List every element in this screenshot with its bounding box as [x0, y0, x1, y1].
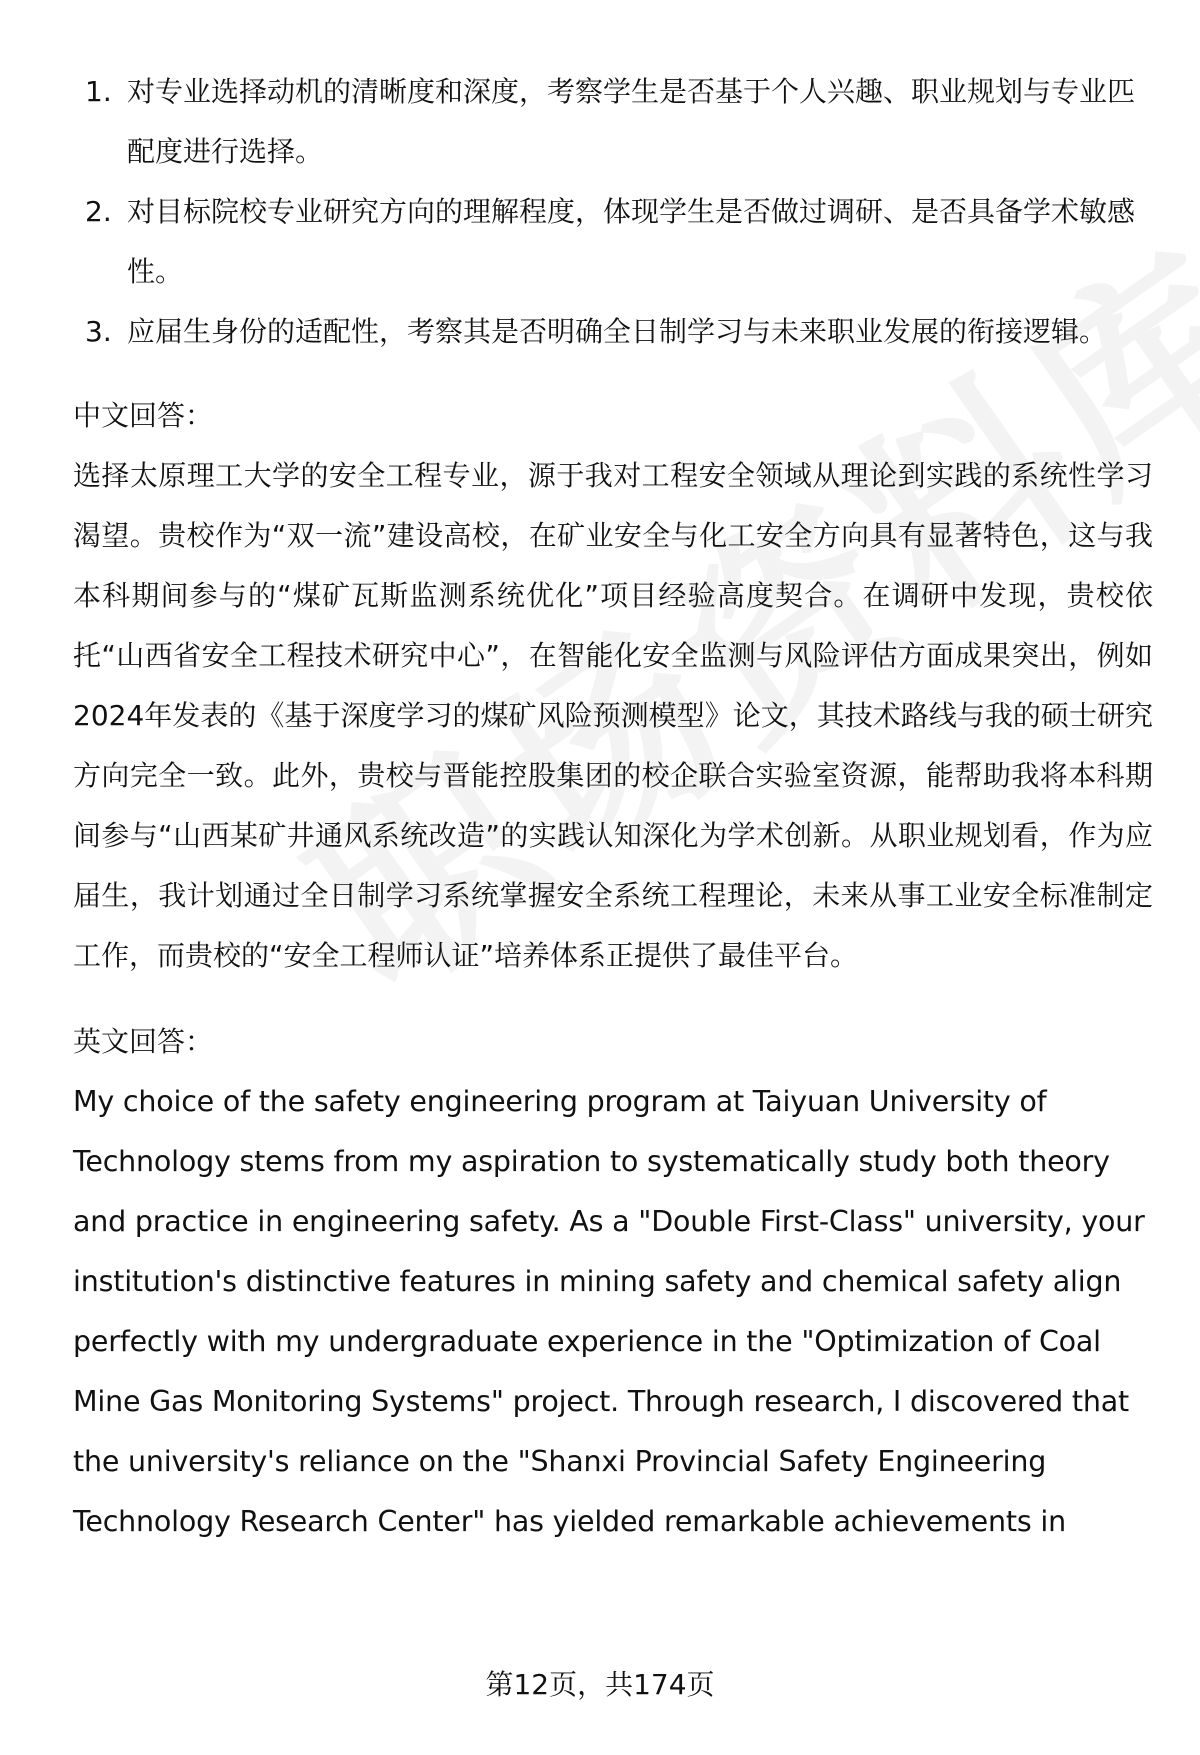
english-answer-heading: 英文回答： [73, 1025, 214, 1058]
english-answer-text: My choice of the safety engineering program at Taiyuan University of Technology stems from my aspiration to systematically study both theory and practice in engineering safety. As a "Double First-Class" university, your institution's distinctive features in mining safety and chemical safety align perfectly with my undergraduate experience in the "Optimization of Coal Mine Gas Monitoring Systems" project. Through research, I discovered that the university's reliance on the "Shanxi Provincial Safety Engineering Technology Research Center" has yielded remarkable achievements in [73, 1085, 1145, 1538]
criteria-text: 应届生身份的适配性，考察其是否明确全日制学习与未来职业发展的衔接逻辑。 [127, 315, 1108, 348]
criteria-number: 2. [85, 195, 112, 228]
page-content [73, 62, 1153, 1552]
criteria-item [73, 302, 1153, 362]
criteria-item [73, 62, 1153, 182]
criteria-text: 对目标院校专业研究方向的理解程度，体现学生是否做过调研、是否具备学术敏感性。 [127, 195, 1136, 288]
criteria-number: 3. [85, 315, 112, 348]
criteria-text: 对专业选择动机的清晰度和深度，考察学生是否基于个人兴趣、职业规划与专业匹配度进行选择。 [127, 75, 1136, 168]
page-number-footer: 第12页，共174页 [485, 1668, 715, 1701]
chinese-answer-heading: 中文回答： [73, 399, 214, 432]
criteria-item [73, 182, 1153, 302]
criteria-number: 1. [85, 75, 112, 108]
evaluation-criteria-list [73, 62, 1153, 362]
chinese-answer-text: 选择太原理工大学的安全工程专业，源于我对工程安全领域从理论到实践的系统性学习渴望。贵校作为“双一流”建设高校，在矿业安全与化工安全方向具有显著特色，这与我本科期间参与的“煤矿瓦斯监测系统优化”项目经验高度契合。在调研中发现，贵校依托“山西省安全工程技术研究中心”，在智能化安全监测与风险评估方面成果突出，例如2024年发表的《基于深度学习的煤矿风险预测模型》论文，其技术路线与我的硕士研究方向完全一致。此外，贵校与晋能控股集团的校企联合实验室资源，能帮助我将本科期间参与“山西某矿井通风系统改造”的实践认知深化为学术创新。从职业规划看，作为应届生，我计划通过全日制学习系统掌握安全系统工程理论，未来从事工业安全标准制定工作，而贵校的“安全工程师认证”培养体系正提供了最佳平台。 [73, 459, 1153, 972]
